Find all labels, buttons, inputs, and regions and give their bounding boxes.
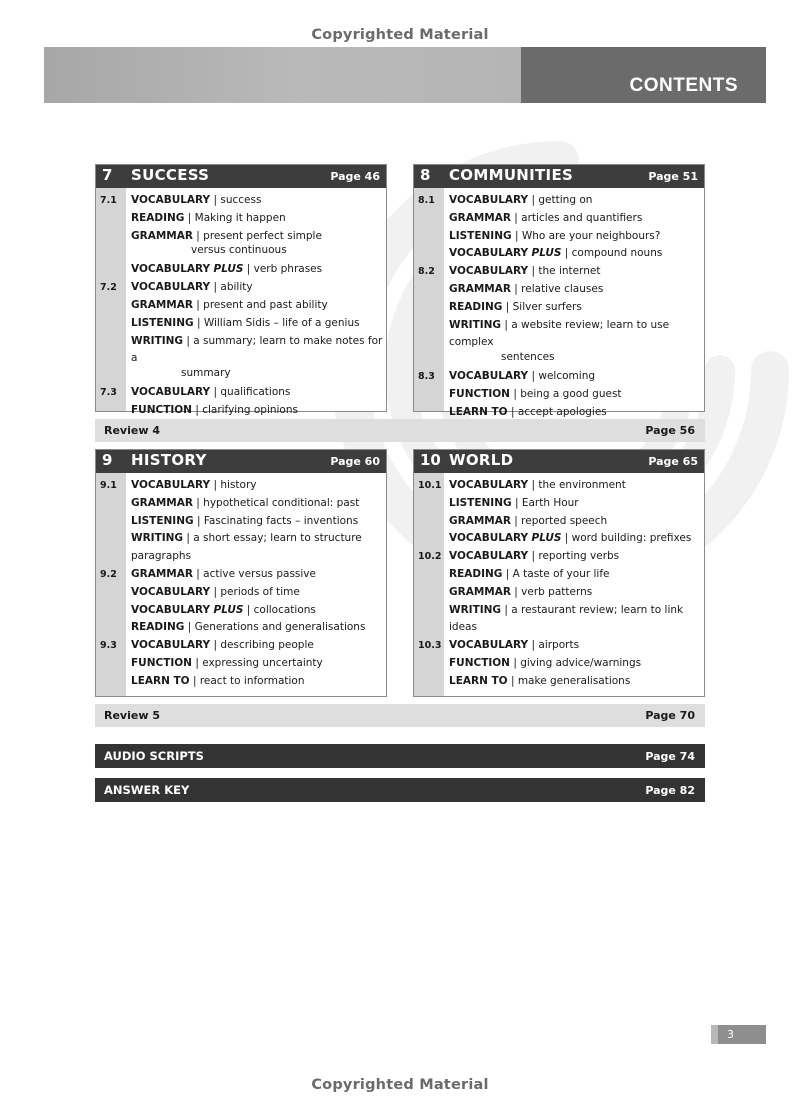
lesson-row xyxy=(414,245,704,263)
lesson-row xyxy=(414,637,704,655)
lesson-topic: | William Sidis – life of a genius xyxy=(193,316,360,329)
lesson-topic: | react to information xyxy=(189,674,305,687)
lesson-row xyxy=(96,297,386,315)
lesson-row xyxy=(96,566,386,584)
skill-keyword-plus: PLUS xyxy=(213,603,244,616)
lesson-row xyxy=(96,495,386,513)
unit-9-box xyxy=(95,449,387,697)
section-number: 10.1 xyxy=(418,480,442,491)
unit-lessons xyxy=(414,477,704,691)
review-5-bar xyxy=(95,704,705,727)
skill-keyword: FUNCTION xyxy=(131,656,192,669)
lesson-topic: | history xyxy=(210,479,257,491)
review-4-bar xyxy=(95,419,705,442)
lesson-topic: | a restaurant review; learn to link ideas xyxy=(449,603,684,634)
review-label: Review 5 xyxy=(104,709,160,722)
section-number: 10.3 xyxy=(418,640,442,652)
lesson-topic: | accept apologies xyxy=(507,405,607,418)
unit-title: WORLD xyxy=(449,451,514,469)
skill-keyword: VOCABULARY xyxy=(449,370,529,383)
watermark-top: Copyrighted Material xyxy=(311,27,489,43)
lesson-row xyxy=(414,368,704,386)
lesson-row xyxy=(96,279,386,297)
section-number: 7.1 xyxy=(100,195,117,206)
lesson-topic: | qualifications xyxy=(210,386,291,399)
skill-keyword-plus: PLUS xyxy=(531,247,562,260)
lesson-topic: | reported speech xyxy=(510,514,608,527)
lesson-row xyxy=(96,384,386,402)
lesson-topic: | verb phrases xyxy=(243,263,323,276)
lesson-row xyxy=(96,192,386,210)
lesson-topic: | hypothetical conditional: past xyxy=(192,496,360,509)
lesson-row xyxy=(96,655,386,673)
lesson-row xyxy=(414,673,704,691)
skill-keyword: VOCABULARY xyxy=(131,585,211,598)
skill-keyword: WRITING xyxy=(131,334,184,347)
skill-keyword: GRAMMAR xyxy=(131,229,193,242)
skill-keyword: READING xyxy=(449,300,503,313)
section-number: 8.1 xyxy=(418,195,435,206)
skill-keyword: LISTENING xyxy=(131,514,194,527)
lesson-row xyxy=(414,263,704,281)
lesson-topic: | Making it happen xyxy=(184,211,286,224)
lesson-topic-continuation: sentences xyxy=(501,351,555,364)
skill-keyword: LISTENING xyxy=(449,229,512,242)
audio-scripts-bar xyxy=(95,744,705,768)
lesson-row xyxy=(414,495,704,513)
section-number: 9.3 xyxy=(100,640,117,652)
lesson-row xyxy=(414,602,704,638)
lesson-topic: | a website review; learn to use complex xyxy=(449,318,670,349)
section-number: 7.2 xyxy=(100,282,117,294)
lesson-topic: | Earth Hour xyxy=(511,496,579,509)
extra-label: ANSWER KEY xyxy=(104,783,190,797)
unit-title: SUCCESS xyxy=(131,166,210,184)
lesson-topic: | expressing uncertainty xyxy=(191,656,323,669)
lesson-row xyxy=(414,584,704,602)
skill-keyword: VOCABULARY xyxy=(131,194,211,206)
lesson-row xyxy=(96,619,386,637)
skill-keyword: FUNCTION xyxy=(131,403,192,416)
skill-keyword-plus: PLUS xyxy=(213,263,244,276)
lesson-row xyxy=(414,530,704,548)
unit-number: 8 xyxy=(420,166,431,184)
unit-number: 7 xyxy=(102,166,113,184)
skill-keyword: READING xyxy=(131,621,185,634)
watermark-bottom: Copyrighted Material xyxy=(311,1077,489,1093)
lesson-row xyxy=(414,210,704,228)
extra-page: Page 82 xyxy=(645,784,695,797)
lesson-row xyxy=(414,299,704,317)
lesson-topic: | word building: prefixes xyxy=(561,532,692,545)
lesson-topic: | being a good guest xyxy=(509,387,622,400)
lesson-topic: | present and past ability xyxy=(192,298,328,311)
skill-keyword: VOCABULARY xyxy=(449,479,529,491)
skill-keyword: VOCABULARY xyxy=(449,532,529,545)
review-page: Page 56 xyxy=(645,424,695,437)
lesson-topic: | articles and quantifiers xyxy=(510,211,643,224)
lesson-row xyxy=(96,402,386,420)
lesson-row xyxy=(414,192,704,210)
lesson-topic-continuation: versus continuous xyxy=(191,244,287,257)
skill-keyword: LEARN TO xyxy=(131,674,190,687)
review-label: Review 4 xyxy=(104,424,160,437)
lesson-row xyxy=(414,386,704,404)
skill-keyword: GRAMMAR xyxy=(131,496,193,509)
page-number-stub xyxy=(711,1025,718,1044)
skill-keyword: GRAMMAR xyxy=(449,514,511,527)
skill-keyword: VOCABULARY xyxy=(449,639,529,652)
lesson-row xyxy=(96,210,386,228)
unit-number: 9 xyxy=(102,451,113,469)
skill-keyword: LEARN TO xyxy=(449,405,508,418)
page-number: 3 xyxy=(727,1028,734,1041)
lesson-topic: | clarifying opinions xyxy=(191,403,298,416)
lesson-row xyxy=(96,315,386,333)
skill-keyword: VOCABULARY xyxy=(131,281,211,294)
lesson-topic: | Silver surfers xyxy=(502,300,582,313)
skill-keyword: GRAMMAR xyxy=(449,282,511,295)
skill-keyword: READING xyxy=(449,567,503,580)
page-number-tab xyxy=(711,1025,766,1044)
skill-keyword: VOCABULARY xyxy=(131,263,211,276)
lesson-row xyxy=(414,317,704,369)
skill-keyword: VOCABULARY xyxy=(449,265,529,278)
lesson-row xyxy=(414,477,704,495)
lesson-topic: | verb patterns xyxy=(510,585,593,598)
lesson-row xyxy=(96,228,386,262)
lesson-row xyxy=(414,566,704,584)
unit-page: Page 51 xyxy=(648,170,698,183)
skill-keyword: VOCABULARY xyxy=(449,247,529,260)
skill-keyword: WRITING xyxy=(449,603,502,616)
skill-keyword: GRAMMAR xyxy=(449,585,511,598)
lesson-row xyxy=(414,548,704,566)
unit-page: Page 46 xyxy=(330,170,380,183)
unit-title: HISTORY xyxy=(131,451,207,469)
lesson-topic: | periods of time xyxy=(210,585,300,598)
lesson-topic: | describing people xyxy=(210,639,314,652)
skill-keyword: GRAMMAR xyxy=(131,567,193,580)
lesson-row xyxy=(414,228,704,246)
unit-lessons xyxy=(96,192,386,420)
lesson-topic: | ability xyxy=(210,281,253,294)
lesson-topic: | active versus passive xyxy=(192,567,316,580)
skill-keyword: VOCABULARY xyxy=(131,386,211,399)
lesson-row xyxy=(96,530,386,566)
skill-keyword: GRAMMAR xyxy=(449,211,511,224)
lesson-row xyxy=(96,602,386,620)
unit-lessons xyxy=(96,477,386,691)
lesson-row xyxy=(414,281,704,299)
lesson-topic: | success xyxy=(210,194,262,206)
section-number: 7.3 xyxy=(100,387,117,399)
section-number: 8.2 xyxy=(418,266,435,278)
unit-header xyxy=(96,450,386,473)
lesson-topic: | reporting verbs xyxy=(528,550,620,563)
lesson-row xyxy=(96,637,386,655)
skill-keyword: LISTENING xyxy=(131,316,194,329)
lesson-topic: | A taste of your life xyxy=(502,567,610,580)
lesson-topic: | Who are your neighbours? xyxy=(511,229,661,242)
unit-lessons xyxy=(414,192,704,422)
review-page: Page 70 xyxy=(645,709,695,722)
lesson-topic: | airports xyxy=(528,639,580,652)
section-number: 9.1 xyxy=(100,480,117,491)
extra-label: AUDIO SCRIPTS xyxy=(104,749,204,763)
unit-10-box xyxy=(413,449,705,697)
unit-page: Page 60 xyxy=(330,455,380,468)
lesson-row xyxy=(96,673,386,691)
section-number: 9.2 xyxy=(100,568,117,580)
lesson-row xyxy=(96,333,386,385)
lesson-row xyxy=(96,261,386,279)
skill-keyword-plus: PLUS xyxy=(531,532,562,545)
page-title: CONTENTS xyxy=(629,75,738,96)
skill-keyword: VOCABULARY xyxy=(131,639,211,652)
unit-header xyxy=(414,450,704,473)
section-number: 10.2 xyxy=(418,551,442,563)
lesson-topic: | present perfect simple xyxy=(192,229,322,242)
unit-header xyxy=(96,165,386,188)
unit-title: COMMUNITIES xyxy=(449,166,574,184)
skill-keyword: READING xyxy=(131,211,185,224)
lesson-topic: | welcoming xyxy=(528,370,596,383)
skill-keyword: FUNCTION xyxy=(449,656,510,669)
lesson-topic: | a short essay; learn to structure paragraphs xyxy=(131,532,362,563)
lesson-row xyxy=(96,584,386,602)
skill-keyword: WRITING xyxy=(449,318,502,331)
lesson-row xyxy=(96,477,386,495)
skill-keyword: VOCABULARY xyxy=(449,194,529,206)
lesson-topic: | relative clauses xyxy=(510,282,604,295)
lesson-topic: | compound nouns xyxy=(561,247,663,260)
lesson-topic: | Generations and generalisations xyxy=(184,621,366,634)
lesson-row xyxy=(414,655,704,673)
skill-keyword: VOCABULARY xyxy=(131,603,211,616)
skill-keyword: GRAMMAR xyxy=(131,298,193,311)
unit-7-box xyxy=(95,164,387,416)
skill-keyword: FUNCTION xyxy=(449,387,510,400)
section-number: 8.3 xyxy=(418,371,435,383)
skill-keyword: LISTENING xyxy=(449,496,512,509)
extra-page: Page 74 xyxy=(645,750,695,763)
lesson-topic: | a summary; learn to make notes for a xyxy=(131,334,383,365)
lesson-topic: | giving advice/warnings xyxy=(509,656,642,669)
unit-8-box xyxy=(413,164,705,418)
skill-keyword: VOCABULARY xyxy=(449,550,529,563)
lesson-topic: | the environment xyxy=(528,479,626,491)
lesson-topic: | getting on xyxy=(528,194,593,206)
lesson-topic: | the internet xyxy=(528,265,601,278)
unit-header xyxy=(414,165,704,188)
answer-key-bar xyxy=(95,778,705,802)
lesson-topic: | Fascinating facts – inventions xyxy=(193,514,359,527)
skill-keyword: WRITING xyxy=(131,532,184,545)
lesson-row xyxy=(414,513,704,531)
unit-page: Page 65 xyxy=(648,455,698,468)
unit-number: 10 xyxy=(420,451,441,469)
lesson-topic: | make generalisations xyxy=(507,674,631,687)
lesson-topic-continuation: summary xyxy=(181,367,231,380)
skill-keyword: VOCABULARY xyxy=(131,479,211,491)
skill-keyword: LEARN TO xyxy=(449,674,508,687)
lesson-topic: | collocations xyxy=(243,603,316,616)
lesson-row xyxy=(96,513,386,531)
